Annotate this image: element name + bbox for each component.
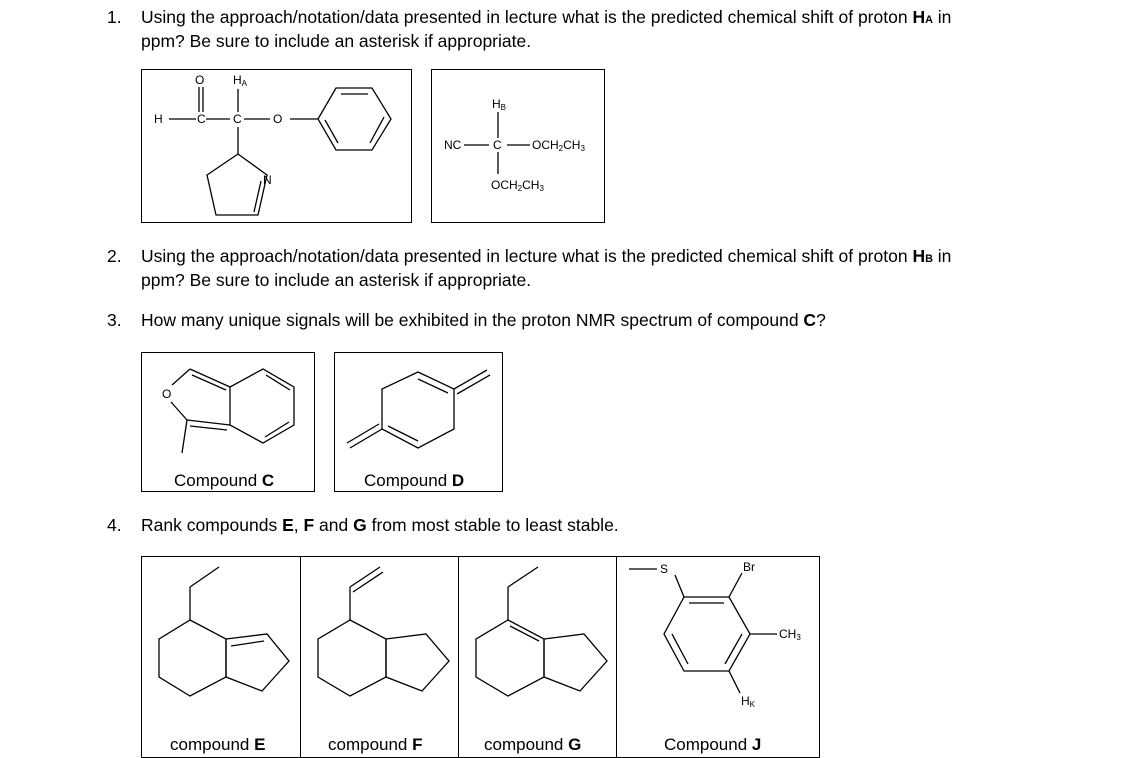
structure-b-drawing [432,70,604,222]
compound-e-caption: compound E [170,735,266,754]
question-number: 2. [107,246,122,266]
structure-b-box [431,69,605,223]
atom-h-label: H [154,112,163,126]
ethoxy-right-label: OCH2CH3 [532,138,585,153]
proton-ha-label: HA [233,73,248,88]
compound-c-box [141,352,315,492]
compound-j-caption: Compound J [664,735,762,754]
nitrile-label: NC [444,138,462,152]
compound-j-drawing [617,557,820,757]
compound-f-drawing [301,557,459,757]
compounds-efgj-box [141,556,820,758]
question-text: How many unique signals will be exhibited in the proton NMR spectrum of compound C? [141,310,826,330]
atom-c-label: C [493,138,502,152]
atom-c1-label: C [197,112,206,126]
atom-c2-label: C [233,112,242,126]
structure-a-drawing [142,70,411,222]
compound-c-caption: Compound C [174,471,275,490]
proton-hk-label: HK [741,694,756,709]
atom-o-label: O [162,387,172,401]
ethoxy-bottom-label: OCH2CH3 [491,178,544,193]
compound-d-caption: Compound D [364,471,465,490]
compound-g-cell [458,557,617,757]
atom-o2-label: O [273,112,283,126]
atom-o-label: O [195,73,205,87]
question-text: Using the approach/notation/data presented in lecture what is the predicted chemical shift of proton HB in ppm? Be sure to include an asterisk if appropriate. [141,246,952,290]
methyl-label: CH3 [779,627,801,642]
question-number: 3. [107,310,122,330]
atom-n-label: N [263,173,272,187]
compound-d-box [334,352,503,492]
compound-e-drawing [142,557,300,757]
question-text: Using the approach/notation/data presented in lecture what is the predicted chemical shift of proton HA in ppm? Be sure to include an asterisk if appropriate. [141,7,952,51]
compound-e-cell [142,557,300,757]
question-text: Rank compounds E, F and G from most stable to least stable. [141,515,619,535]
question-number: 4. [107,515,122,535]
question-number: 1. [107,7,122,27]
compound-g-drawing [459,557,617,757]
compound-j-cell [616,557,820,757]
compound-g-caption: compound G [484,735,582,754]
compound-f-cell [300,557,459,757]
proton-hb-label: HB [492,97,507,112]
atom-br-label: Br [743,560,755,574]
compound-f-caption: compound F [328,735,423,754]
atom-s-label: S [660,562,669,576]
structure-a-box [141,69,412,223]
